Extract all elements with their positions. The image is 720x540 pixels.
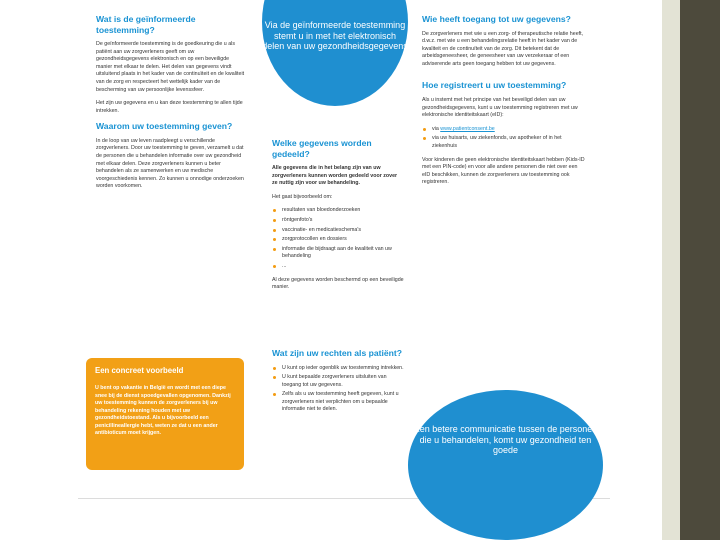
list-item: via uw huisarts, uw ziekenfonds, uw apotheker of in het ziekenhuis xyxy=(422,135,587,150)
bullet-icon xyxy=(273,238,276,241)
list-item: U kunt op ieder ogenblik uw toestemming intrekken. xyxy=(272,365,404,373)
highlight-circle-bottom xyxy=(408,390,603,540)
section-text: Voor kinderen die geen elektronische identiteitskaart hebben (Kids-ID met een PIN-code) en voor alle andere personen die niet over een eID beschikken, kunnen de zorgverleners uw toestemming ook registreren. xyxy=(422,156,585,186)
section-title-why-consent: Waarom uw toestemming geven? xyxy=(96,121,233,132)
rights-list xyxy=(272,365,404,415)
section-title-who-has-access: Wie heeft toegang tot uw gegevens? xyxy=(422,14,571,24)
bullet-icon xyxy=(273,265,276,268)
section-text: Als u instemt met het principe van het beveiligd delen van uw gezondheidsgegevens, kunt u uw toestemming registreren met uw elektronische identiteitskaart (eID): xyxy=(422,96,578,119)
shared-data-list xyxy=(272,207,404,270)
bullet-icon xyxy=(273,229,276,232)
list-item: vaccinatie- en medicatieschema's xyxy=(272,227,404,235)
bullet-icon xyxy=(273,367,276,370)
register-list xyxy=(422,126,587,151)
list-item: zorgprotocollen en dossiers xyxy=(272,236,404,244)
example-box xyxy=(86,358,244,470)
rights-section xyxy=(272,348,404,416)
example-text: U bent op vakantie in België en wordt met een diepe snee bij de dienst spoedgevallen opgenomen. Dankzij uw toestemming kunnen de zorgverleners bij uw behandeling rekening houden met uw gezondheidstoestand. Als u bijvoorbeeld een penicillineallergie hebt, weten ze dat u een ander antibioticum moet krijgen. xyxy=(95,385,231,436)
list-item: informatie die bijdraagt aan de kwaliteit van uw behandeling xyxy=(272,246,404,261)
bullet-icon xyxy=(423,137,426,140)
section-text: Het zijn uw gegevens en u kan deze toestemming te allen tijde intrekken. xyxy=(96,100,243,114)
left-column xyxy=(96,14,246,197)
section-title-shared-data: Welke gegevens worden gedeeld? xyxy=(272,138,372,159)
section-title-patient-rights: Wat zijn uw rechten als patiënt? xyxy=(272,348,403,358)
bullet-icon xyxy=(273,376,276,379)
section-title-register-consent: Hoe registreert u uw toestemming? xyxy=(422,80,567,91)
bullet-icon xyxy=(273,248,276,251)
middle-column xyxy=(272,138,404,298)
section-text: Het gaat bijvoorbeeld om: xyxy=(272,193,333,200)
bullet-icon xyxy=(273,209,276,212)
list-item: U kunt bepaalde zorgverleners uitsluiten van toegang tot uw gegevens. xyxy=(272,374,404,389)
side-strip xyxy=(662,0,680,540)
bullet-icon xyxy=(273,393,276,396)
circle-text: Via de geïnformeerde toestemming stemt u in met het elektronisch delen van uw gezondheidsgegevens xyxy=(262,20,408,52)
section-text: De zorgverleners met wie u een zorg- of therapeutische relatie heeft, d.w.z. met wie u een behandelingsrelatie heeft in het kader van de kwaliteit en de continuïteit van de zorg. Dit betekent dat de arbeidsgeneesheer, de geneesheer van uw verzekeraar of een adviserende arts geen toegang hebben tot uw gegevens. xyxy=(422,30,584,67)
section-text: Al deze gegevens worden beschermd op een beveiligde manier. xyxy=(272,276,404,291)
bullet-icon xyxy=(273,219,276,222)
right-column xyxy=(422,14,587,193)
list-item: resultaten van bloedonderzoeken xyxy=(272,207,404,215)
example-title: Een concreet voorbeeld xyxy=(95,366,184,375)
bullet-icon xyxy=(423,128,426,131)
section-text: In de loop van uw leven raadpleegt u verschillende zorgverleners. Door uw toestemming te geven, verzamelt u dat de personen die u behandelen informatie over uw gezondheid met elkaar delen. Deze zorgverleners kunnen u beter behandelen als ze samenwerken en uw medische voorgeschiedenis kennen. Zo kunnen u onnodige onderzoeken worden voorkomen. xyxy=(96,137,244,190)
side-bar xyxy=(680,0,720,540)
list-item: via www.patientconsent.be xyxy=(422,126,587,134)
section-text: Alle gegevens die in het belang zijn van uw zorgverleners kunnen worden gedeeld voor zover ze nuttig zijn voor uw behandeling. xyxy=(272,165,398,187)
section-text: De geïnformeerde toestemming is de goedkeuring die u als patiënt aan uw zorgverleners geeft om uw gezondheidsgegevens elektronisch en op een beveiligde manier met elkaar te delen. Het delen van gegevens vindt uitsluitend plaats in het kader van de continuïteit en de kwaliteit van de zorg en respecteert het wettelijk kader van de bescherming van uw persoonlijke levenssfeer. xyxy=(96,41,245,93)
list-item: Zelfs als u uw toestemming heeft gegeven, kunt u zorgverleners niet verplichten om u bepaalde informatie niet te delen. xyxy=(272,391,404,414)
section-title-informed-consent: Wat is de geïnformeerde toestemming? xyxy=(96,14,196,35)
list-item: ... xyxy=(272,263,404,271)
patientconsent-link[interactable]: www.patientconsent.be xyxy=(440,125,495,132)
circle-text: Een betere communicatie tussen de personen die u behandelen, komt uw gezondheid ten goede xyxy=(413,424,598,456)
list-item: röntgenfoto's xyxy=(272,217,404,225)
